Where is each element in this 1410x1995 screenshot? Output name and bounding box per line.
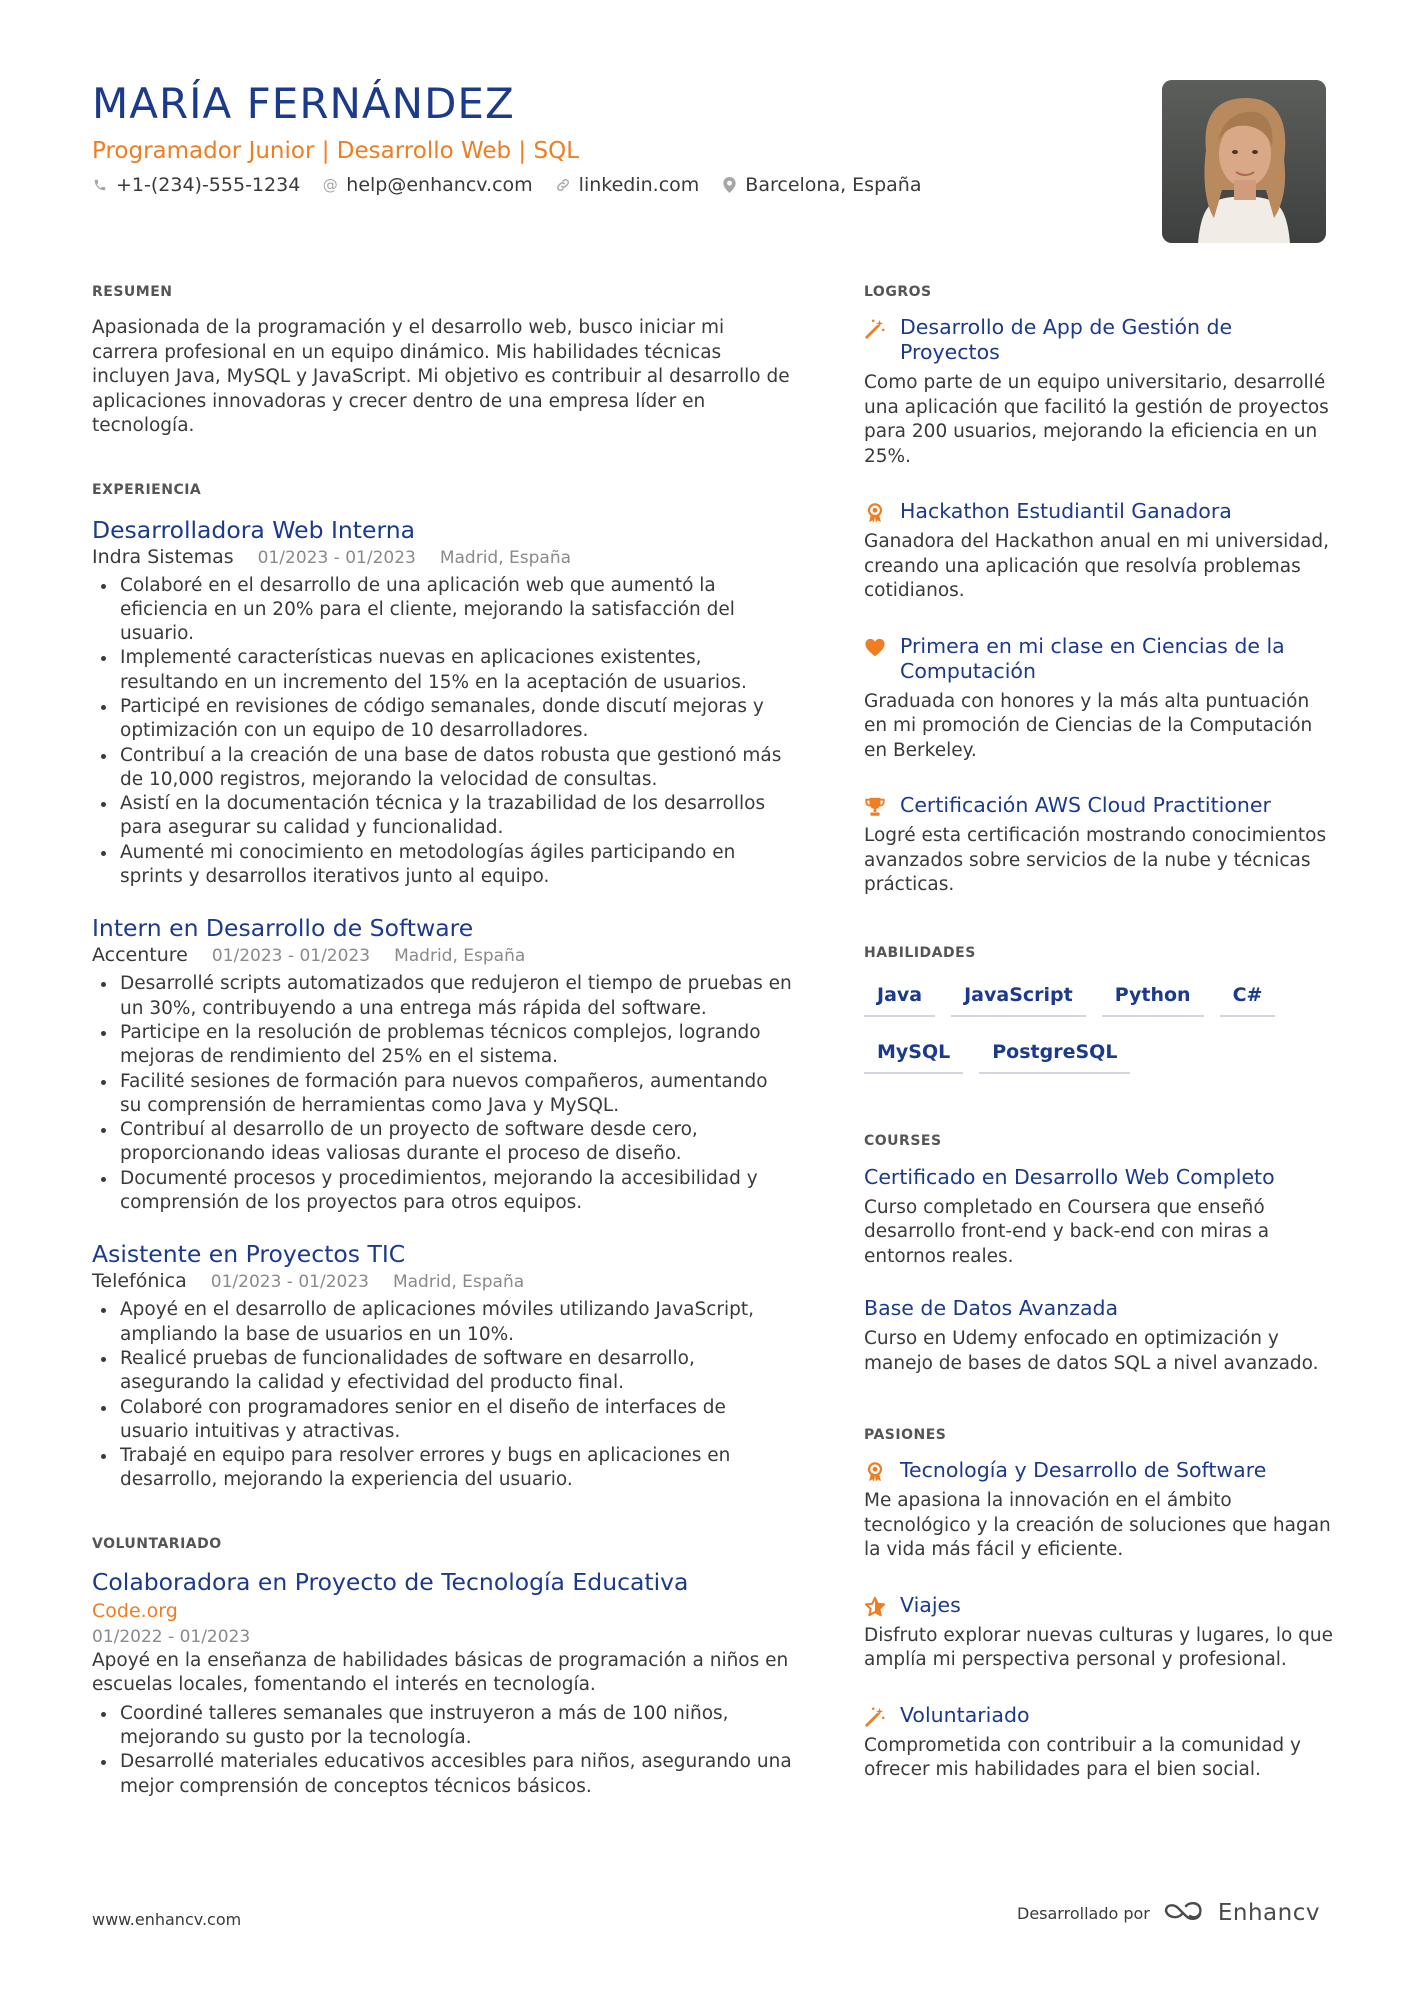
passion-description: Me apasiona la innovación en el ámbito tecnológico y la creación de soluciones que hagan la vida más fácil y eficiente. (864, 1490, 1331, 1560)
bullet-item: Colaboré con programadores senior en el diseño de interfaces de usuario intuitivas y atractivas. (92, 1396, 792, 1445)
award-ribbon-icon (864, 502, 886, 524)
job-location: Madrid, España (439, 547, 572, 568)
contact-linkedin[interactable] (555, 174, 700, 196)
job-location: Madrid, España (392, 1272, 525, 1293)
phone-text: +1-(234)-555-1234 (116, 174, 301, 196)
bullet-item: Contribuí al desarrollo de un proyecto de software desde cero, proporcionando ideas valiosas durante el proceso de diseño. (92, 1118, 792, 1167)
bullet-item: Apoyé en el desarrollo de aplicaciones móviles utilizando JavaScript, ampliando la base de usuarios en un 10%. (92, 1298, 792, 1347)
job-role: Intern en Desarrollo de Software (92, 914, 474, 943)
passion-title: Voluntariado (900, 1702, 1030, 1727)
achievement-item (864, 793, 1334, 898)
contact-location (721, 174, 921, 196)
achievement-item (864, 315, 1334, 469)
skill-tag: Java (864, 980, 935, 1017)
magic-wand-icon (864, 1706, 886, 1728)
skill-tag: PostgreSQL (979, 1037, 1130, 1074)
job-location: Madrid, España (394, 946, 526, 967)
summary-heading: RESUMEN (92, 284, 173, 300)
course-item (864, 1295, 1334, 1376)
candidate-name: MARÍA FERNÁNDEZ (92, 79, 515, 128)
courses-section (864, 1132, 1334, 1377)
bullet-item: Desarrollé scripts automatizados que redujeron el tiempo de pruebas en un 30%, contribuyendo a una entrega más rápida del software. (92, 972, 792, 1021)
profile-photo (1162, 80, 1326, 243)
passion-title: Viajes (900, 1592, 961, 1617)
volunteer-bullets (92, 1702, 792, 1799)
bullet-item: Implementé características nuevas en aplicaciones existentes, resultando en un incremento del 15% en la aceptación de usuarios. (92, 646, 792, 695)
volunteer-dates: 01/2022 - 01/2023 (92, 1626, 251, 1647)
experience-section (92, 481, 792, 1493)
bullet-item: Desarrollé materiales educativos accesibles para niños, asegurando una mejor comprensión de conceptos técnicos básicos. (92, 1750, 792, 1799)
achievement-description: Como parte de un equipo universitario, desarrollé una aplicación que facilitó la gestión de proyectos para 200 usuarios, mejorando la eficiencia en un 25%. (864, 372, 1329, 467)
magic-wand-icon (864, 318, 886, 340)
footer-developed-by: Desarrollado por (1017, 1903, 1150, 1923)
left-column (92, 283, 792, 1799)
skill-tag: JavaScript (951, 980, 1086, 1017)
course-description: Curso en Udemy enfocado en optimización y manejo de bases de datos SQL a nivel avanzado. (864, 1328, 1319, 1374)
candidate-subtitle: Programador Junior | Desarrollo Web | SQL (92, 138, 580, 164)
achievement-title: Desarrollo de App de Gestión de Proyectos (900, 315, 1233, 364)
passion-description: Comprometida con contribuir a la comunidad y ofrecer mis habilidades para el bien social. (864, 1734, 1302, 1780)
course-description: Curso completado en Coursera que enseñó desarrollo front-end y back-end con miras a entornos reales. (864, 1196, 1270, 1267)
passion-title: Tecnología y Desarrollo de Software (900, 1458, 1267, 1482)
job-company: Indra Sistemas (92, 545, 234, 568)
award-ribbon-icon (864, 1461, 886, 1483)
linkedin-text: linkedin.com (578, 174, 700, 196)
job-role: Asistente en Proyectos TIC (92, 1240, 406, 1269)
trophy-icon (864, 796, 886, 818)
resume-header (92, 78, 1142, 196)
skills-list (864, 980, 1334, 1094)
bullet-item: Documenté procesos y procedimientos, mejorando la accesibilidad y comprensión de los proyectos para otros equipos. (92, 1167, 792, 1216)
job-dates: 01/2023 - 01/2023 (210, 1272, 369, 1293)
job-company: Telefónica (92, 1270, 187, 1293)
job-meta (92, 1269, 792, 1294)
skill-tag: MySQL (864, 1037, 963, 1074)
location-pin-icon (721, 177, 737, 193)
bullet-item: Asistí en la documentación técnica y la trazabilidad de los desarrollos para asegurar su calidad y funcionalidad. (92, 792, 792, 841)
passion-description: Disfruto explorar nuevas culturas y lugares, lo que amplía mi perspectiva personal y profesional. (864, 1624, 1334, 1670)
phone-icon (92, 178, 108, 192)
achievements-section (864, 283, 1334, 898)
enhancv-logo-icon (1162, 1898, 1210, 1928)
course-title: Base de Datos Avanzada (864, 1296, 1119, 1320)
bullet-item: Realicé pruebas de funcionalidades de software en desarrollo, asegurando la calidad y efectividad del producto final. (92, 1347, 792, 1396)
achievement-title: Primera en mi clase en Ciencias de la Computación (900, 633, 1285, 683)
volunteer-entry (92, 1567, 792, 1799)
job-company: Accenture (92, 944, 188, 967)
location-text: Barcelona, España (745, 174, 922, 196)
job-bullets (92, 1298, 792, 1492)
job-entry (92, 1239, 792, 1492)
summary-text: Apasionada de la programación y el desarrollo web, busco iniciar mi carrera profesional en un equipo dinámico. Mis habilidades técnicas incluyen Java, MySQL y JavaScript. Mi objetivo es contribuir al desarrollo de aplicaciones innovadoras y crecer dentro de una empresa líder en tecnología. (92, 317, 790, 436)
skill-tag: C# (1220, 980, 1276, 1017)
volunteering-section (92, 1535, 792, 1799)
achievement-description: Graduada con honores y la más alta puntuación en mi promoción de Ciencias de la Computación en Berkeley. (864, 690, 1313, 761)
bullet-item: Participé en revisiones de código semanales, donde discutí mejoras y optimización con un equipo de 10 desarrolladores. (92, 695, 792, 744)
skills-section (864, 944, 1334, 1094)
passions-heading: PASIONES (864, 1427, 947, 1443)
at-icon: @ (322, 176, 338, 194)
achievement-description: Logré esta certificación mostrando conocimientos avanzados sobre servicios de la nube y técnicas prácticas. (864, 825, 1327, 895)
skills-heading: HABILIDADES (864, 944, 976, 961)
summary-section (92, 283, 792, 439)
email-text: help@enhancv.com (346, 174, 533, 196)
footer-website[interactable]: www.enhancv.com (92, 1910, 242, 1929)
job-bullets (92, 972, 792, 1215)
volunteer-org: Code.org (92, 1599, 178, 1622)
achievement-item (864, 499, 1334, 604)
job-role: Desarrolladora Web Interna (92, 515, 415, 544)
course-item (864, 1164, 1334, 1270)
job-dates: 01/2023 - 01/2023 (211, 946, 371, 967)
bullet-item: Aumenté mi conocimiento en metodologías ágiles participando en sprints y desarrollos iterativos junto al equipo. (92, 841, 792, 890)
job-meta (92, 943, 792, 968)
volunteer-role: Colaboradora en Proyecto de Tecnología Educativa (92, 1567, 689, 1596)
experience-heading: EXPERIENCIA (92, 481, 202, 498)
passion-item (864, 1593, 1334, 1673)
footer-branding (1017, 1898, 1320, 1928)
volunteering-heading: VOLUNTARIADO (92, 1535, 222, 1552)
bullet-item: Participe en la resolución de problemas técnicos complejos, logrando mejoras de rendimiento del 25% en el sistema. (92, 1021, 792, 1070)
job-entry (92, 913, 792, 1215)
course-title: Certificado en Desarrollo Web Completo (864, 1164, 1275, 1189)
contact-bar (92, 174, 1142, 196)
heart-icon (864, 637, 886, 659)
passion-item (864, 1458, 1334, 1563)
bullet-item: Facilité sesiones de formación para nuevos compañeros, aumentando su comprensión de herramientas como Java y MySQL. (92, 1070, 792, 1119)
bullet-item: Contribuí a la creación de una base de datos robusta que gestionó más de 10,000 registros, mejorando la velocidad de consultas. (92, 744, 792, 793)
job-entry (92, 515, 792, 890)
bullet-item: Coordiné talleres semanales que instruyeron a más de 100 niños, mejorando su gusto por la tecnología. (92, 1702, 792, 1751)
job-meta (92, 545, 792, 570)
achievement-title: Hackathon Estudiantil Ganadora (900, 499, 1232, 523)
contact-phone[interactable] (92, 174, 300, 196)
star-icon (864, 1596, 886, 1618)
passion-item (864, 1703, 1334, 1783)
passions-section (864, 1426, 1334, 1783)
enhancv-brand: Enhancv (1217, 1900, 1320, 1926)
link-icon (555, 177, 571, 193)
achievement-item (864, 634, 1334, 764)
right-column (864, 283, 1334, 1783)
bullet-item: Trabajé en equipo para resolver errores y bugs en aplicaciones en desarrollo, mejorando la experiencia del usuario. (92, 1444, 792, 1493)
courses-heading: COURSES (864, 1132, 942, 1149)
bullet-item: Colaboré en el desarrollo de una aplicación web que aumentó la eficiencia en un 20% para el cliente, mejorando la satisfacción del usuario. (92, 574, 792, 647)
job-dates: 01/2023 - 01/2023 (257, 547, 416, 568)
skill-tag: Python (1102, 980, 1204, 1017)
achievements-heading: LOGROS (864, 284, 932, 300)
volunteer-description: Apoyé en la enseñanza de habilidades básicas de programación a niños en escuelas locales, fomentando el interés en tecnología. (92, 1649, 789, 1696)
achievement-description: Ganadora del Hackathon anual en mi universidad, creando una aplicación que resolvía problemas cotidianos. (864, 531, 1329, 601)
achievement-title: Certificación AWS Cloud Practitioner (900, 793, 1271, 817)
job-bullets (92, 574, 792, 890)
contact-email[interactable] (322, 174, 532, 196)
